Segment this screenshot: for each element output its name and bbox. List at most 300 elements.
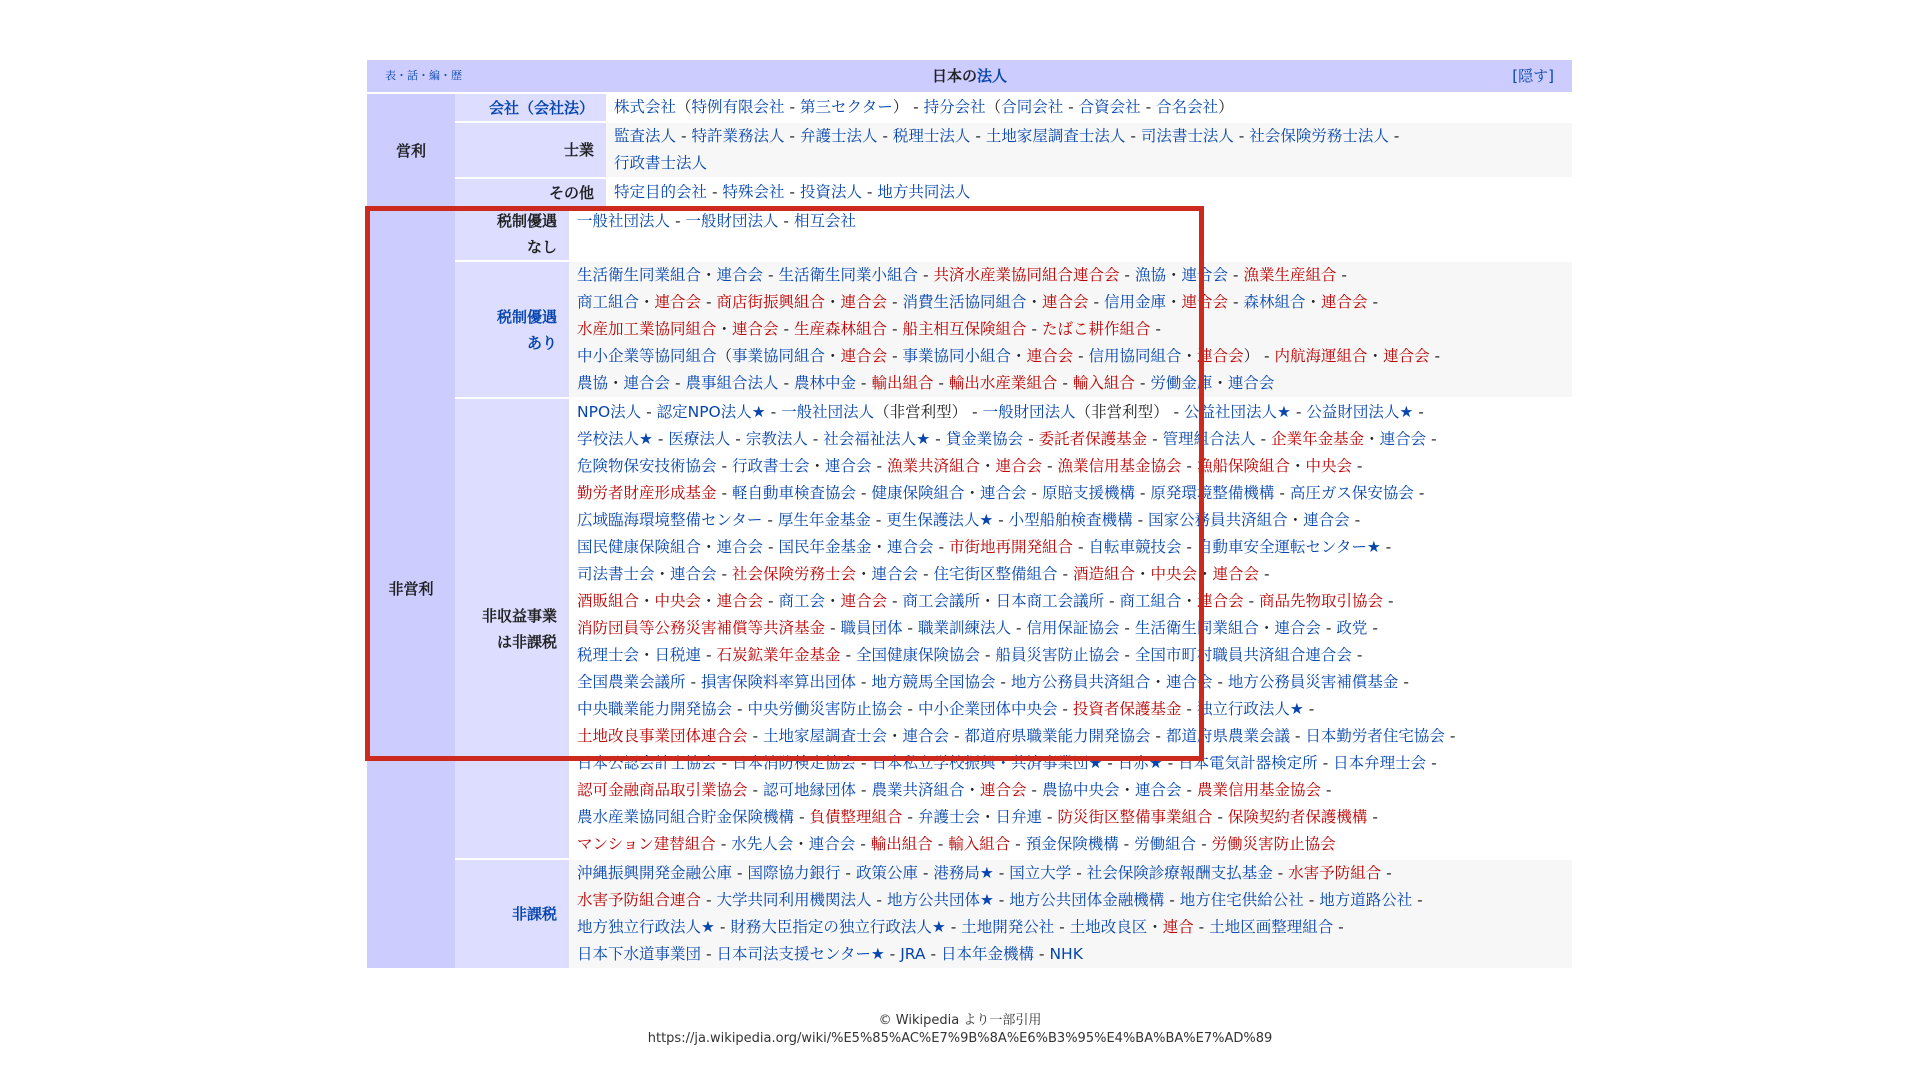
- separator: -: [1118, 835, 1135, 853]
- entity-link[interactable]: 連合会: [1181, 266, 1228, 284]
- separator: -: [784, 98, 800, 116]
- entity-link[interactable]: 連合会: [902, 727, 950, 745]
- entity-link[interactable]: 全国市町村職員共済組合連合会: [1134, 646, 1352, 664]
- separator: -: [1042, 457, 1058, 475]
- entity-link[interactable]: 輸入組合: [1072, 374, 1135, 392]
- entity-link[interactable]: 小型船舶検査機構: [1008, 511, 1133, 529]
- entity-link[interactable]: 農業信用基金協会: [1196, 781, 1321, 799]
- entity-link[interactable]: 日本商工会議所: [995, 592, 1105, 610]
- separator: -: [747, 727, 763, 745]
- entity-link[interactable]: 日本公認会計士協会: [577, 754, 717, 772]
- separator: -: [1026, 484, 1042, 502]
- separator: ・: [964, 781, 980, 799]
- entity-link[interactable]: 農協中央会: [1041, 781, 1120, 799]
- entity-link[interactable]: 地方公共団体金融機構: [1009, 891, 1165, 909]
- entity-link[interactable]: 第三セクター: [800, 98, 893, 116]
- entity-link[interactable]: 宗教法人: [745, 430, 808, 448]
- separator: -: [870, 511, 887, 529]
- entity-link[interactable]: 社会福祉法人★: [823, 430, 931, 448]
- entity-link[interactable]: 水先人会: [731, 835, 794, 853]
- separator: -: [1010, 835, 1026, 853]
- entity-link[interactable]: 司法書士法人: [1140, 127, 1234, 145]
- entity-link[interactable]: 公益財団法人★: [1306, 403, 1414, 421]
- entity-link[interactable]: 連合会: [670, 565, 717, 583]
- entity-link[interactable]: 企業年金基金: [1271, 430, 1365, 448]
- separator: -: [784, 127, 800, 145]
- entity-link[interactable]: 生活衛生同業組合: [577, 266, 702, 284]
- separator: ・: [809, 457, 825, 475]
- entity-link[interactable]: 全国農業会議所: [577, 673, 686, 691]
- entity-link[interactable]: 連合会: [1181, 293, 1229, 311]
- entity-link[interactable]: 市街地再開発組合: [949, 538, 1074, 556]
- entity-link[interactable]: 高圧ガス保安協会: [1289, 484, 1414, 502]
- entity-link[interactable]: 信用協同組合: [1088, 347, 1182, 365]
- separator: -: [807, 430, 824, 448]
- entity-link[interactable]: 連合会: [979, 781, 1027, 799]
- entity-link[interactable]: 日赤★: [1117, 754, 1163, 772]
- entity-link[interactable]: 連合会: [1227, 374, 1275, 392]
- separator: -: [715, 835, 732, 853]
- entity-link[interactable]: 日本私立学校振興・共済事業団★: [871, 754, 1103, 772]
- separator: -: [855, 781, 872, 799]
- separator: -: [884, 945, 901, 963]
- entity-link[interactable]: 学校法人★: [577, 430, 653, 448]
- separator: -: [1181, 700, 1197, 718]
- separator: ・: [1197, 565, 1213, 583]
- separator: -: [716, 484, 732, 502]
- entity-link[interactable]: 信用保証協会: [1026, 619, 1120, 637]
- entity-link[interactable]: 行政書士会: [731, 457, 810, 475]
- entity-link[interactable]: 認定NPO法人★: [656, 403, 766, 421]
- navbox-title: [932, 67, 1007, 85]
- entity-link[interactable]: 中央会: [654, 592, 702, 610]
- separator: -: [855, 673, 872, 691]
- entity-link[interactable]: 漁船保険組合: [1196, 457, 1290, 475]
- entity-link[interactable]: 日本電気計器検定所: [1178, 754, 1318, 772]
- entity-link[interactable]: 自転車競技会: [1088, 538, 1182, 556]
- entity-link[interactable]: 水害予防組合連合: [577, 891, 702, 909]
- entity-link[interactable]: 特例有限会社: [691, 98, 785, 116]
- entity-link[interactable]: 日本司法支援センター★: [716, 945, 885, 963]
- entity-link[interactable]: マンション建替組合: [577, 835, 716, 853]
- entity-link[interactable]: NPO法人: [577, 403, 642, 421]
- separator: -: [784, 183, 800, 201]
- separator: -: [1010, 619, 1027, 637]
- separator: ・: [701, 266, 717, 284]
- entity-link[interactable]: 連合会: [1274, 619, 1321, 637]
- separator: -: [1132, 511, 1149, 529]
- separator: -: [1071, 864, 1087, 882]
- vde-link[interactable]: 表・話・編・歴: [385, 69, 462, 82]
- entity-link[interactable]: 国民年金基金: [778, 538, 872, 556]
- entity-link[interactable]: たばこ耕作組合: [1041, 320, 1151, 338]
- entity-link[interactable]: 生活衛生同業小組合: [778, 266, 919, 284]
- separator: ・: [1364, 430, 1380, 448]
- title-link[interactable]: 法人: [977, 67, 1008, 85]
- entity-link[interactable]: 連合会: [1134, 781, 1182, 799]
- entity-link[interactable]: 消費生活協同組合: [902, 293, 1027, 311]
- separator: ・: [1367, 347, 1384, 365]
- separator: -: [1119, 646, 1135, 664]
- entity-link[interactable]: 地方公共団体★: [886, 891, 994, 909]
- separator: -: [1351, 646, 1363, 664]
- entity-link[interactable]: 認可地縁団体: [762, 781, 856, 799]
- separator: （: [676, 98, 692, 116]
- entity-link[interactable]: 独立行政法人★: [1196, 700, 1304, 718]
- entity-link[interactable]: 原賠支援機構: [1041, 484, 1135, 502]
- entity-link[interactable]: 農協: [577, 374, 609, 392]
- entity-link[interactable]: 管理組合法人: [1162, 430, 1256, 448]
- separator: -: [1164, 891, 1180, 909]
- separator: ・: [639, 592, 655, 610]
- entity-link[interactable]: 特定目的会社: [614, 183, 708, 201]
- subgroup-label[interactable]: 税制優遇 あり: [455, 262, 569, 397]
- separator: -: [778, 374, 794, 392]
- entity-link[interactable]: 厚生年金基金: [777, 511, 871, 529]
- entity-link[interactable]: 日本年金機構: [940, 945, 1034, 963]
- separator: -: [794, 808, 810, 826]
- separator: -: [778, 212, 794, 230]
- entity-link[interactable]: 連合会: [840, 592, 888, 610]
- separator: ・: [639, 293, 655, 311]
- entity-link[interactable]: JRA: [900, 945, 926, 963]
- hide-link[interactable]: [隠す]: [1512, 67, 1554, 85]
- entity-link[interactable]: 連合会: [825, 457, 872, 475]
- entity-link[interactable]: 漁業共済組合: [886, 457, 980, 475]
- entity-link[interactable]: 地方道路公社: [1319, 891, 1413, 909]
- entity-link[interactable]: 地方公務員災害補償基金: [1227, 673, 1399, 691]
- separator: ・: [1305, 293, 1322, 311]
- separator: -: [1349, 511, 1361, 529]
- entity-link[interactable]: 酒造組合: [1072, 565, 1135, 583]
- entity-link[interactable]: 農業共済組合: [871, 781, 965, 799]
- separator: ・: [825, 293, 841, 311]
- entity-link[interactable]: 弁護士会: [917, 808, 980, 826]
- entity-link[interactable]: 健康保険組合: [871, 484, 965, 502]
- entity-link[interactable]: 中央職業能力開発協会: [577, 700, 733, 718]
- separator: -: [652, 430, 669, 448]
- entity-link[interactable]: 一般社団法人: [781, 403, 875, 421]
- entity-link[interactable]: 労働組合: [1134, 835, 1197, 853]
- separator: -: [701, 646, 717, 664]
- entity-link[interactable]: 勤労者財産形成基金: [577, 484, 717, 502]
- navbox-row: [455, 94, 1572, 121]
- entity-link[interactable]: 持分会社: [923, 98, 986, 116]
- entity-link[interactable]: 司法書士会: [577, 565, 655, 583]
- separator: -: [1367, 619, 1378, 637]
- subgroup-label[interactable]: 非課税: [455, 860, 569, 968]
- separator: -: [1255, 430, 1272, 448]
- separator: -: [732, 864, 748, 882]
- entity-link[interactable]: 大学共同利用機関法人: [716, 891, 872, 909]
- entity-link[interactable]: 国際協力銀行: [747, 864, 841, 882]
- entity-link[interactable]: 漁協: [1134, 266, 1166, 284]
- entity-link[interactable]: 連合会: [1212, 565, 1260, 583]
- separator: -: [1140, 98, 1157, 116]
- entity-link[interactable]: 連合会: [716, 592, 764, 610]
- entity-link[interactable]: 商工会: [778, 592, 826, 610]
- entity-link[interactable]: 税理士会: [577, 646, 640, 664]
- entity-link[interactable]: 土地改良事業団体連合会: [577, 727, 748, 745]
- entity-link[interactable]: 地方公務員共済組合: [1010, 673, 1151, 691]
- entity-link[interactable]: 連合会: [871, 565, 919, 583]
- entity-link[interactable]: 連合会: [979, 484, 1027, 502]
- entity-link[interactable]: 都道府県職業能力開発協会: [964, 727, 1151, 745]
- entity-link[interactable]: 中小企業等協同組合: [577, 347, 717, 365]
- entity-link[interactable]: 日税連: [654, 646, 702, 664]
- entity-link[interactable]: 農事組合法人: [685, 374, 779, 392]
- separator: -: [1274, 484, 1290, 502]
- entity-link[interactable]: 広域臨海環境整備センター: [577, 511, 763, 529]
- entity-link[interactable]: 地方競馬全国協会: [871, 673, 996, 691]
- entity-link[interactable]: 連合会: [1321, 293, 1368, 311]
- entity-link[interactable]: 土地家屋調査士会: [762, 727, 887, 745]
- entity-link[interactable]: 日本下水道事業団: [577, 945, 702, 963]
- separator: -: [670, 374, 686, 392]
- separator: -: [1041, 808, 1058, 826]
- entity-link[interactable]: 連合会: [1197, 592, 1244, 610]
- separator: -: [1193, 918, 1210, 936]
- separator: -: [1147, 430, 1163, 448]
- entity-link[interactable]: 財務大臣指定の独立行政法人★: [730, 918, 946, 936]
- separator: -: [1073, 347, 1089, 365]
- entity-link[interactable]: NHK: [1049, 945, 1083, 963]
- entity-link[interactable]: 森林組合: [1243, 293, 1306, 311]
- entity-link[interactable]: 土地家屋調査士法人: [985, 127, 1126, 145]
- entity-link[interactable]: 中小企業団体中央会: [917, 700, 1058, 718]
- entity-link[interactable]: 相互会社: [793, 212, 856, 230]
- entity-link[interactable]: 職員団体: [840, 619, 903, 637]
- entity-link[interactable]: 連合会: [654, 293, 702, 311]
- entity-link[interactable]: 自動車安全運転センター★: [1196, 538, 1381, 556]
- entity-link[interactable]: 連合会: [1383, 347, 1430, 365]
- entity-link[interactable]: 認可金融商品取引業協会: [577, 781, 748, 799]
- entity-link[interactable]: 貸金業協会: [945, 430, 1024, 448]
- entity-link[interactable]: 合同会社: [1001, 98, 1064, 116]
- separator: ・: [701, 538, 717, 556]
- entity-link[interactable]: 輸出水産業組合: [948, 374, 1058, 392]
- entity-link[interactable]: 負債整理組合: [809, 808, 903, 826]
- entity-link[interactable]: 中央会: [1305, 457, 1352, 475]
- separator: -: [1317, 754, 1334, 772]
- separator: -: [932, 835, 949, 853]
- entity-link[interactable]: 投資者保護基金: [1072, 700, 1182, 718]
- view-discuss-edit-history-links[interactable]: [385, 60, 462, 92]
- entity-link[interactable]: 都道府県農業会議: [1165, 727, 1290, 745]
- entity-link[interactable]: 沖縄振興開発金融公庫: [577, 864, 733, 882]
- entity-link[interactable]: 委託者保護基金: [1038, 430, 1148, 448]
- separator: ・: [716, 320, 733, 338]
- entity-link[interactable]: 農林中金: [793, 374, 856, 392]
- hide-toggle[interactable]: [1512, 60, 1554, 92]
- entity-link[interactable]: 生活衛生同業組合: [1134, 619, 1259, 637]
- entity-link[interactable]: 社会保険診療報酬支払基金: [1086, 864, 1273, 882]
- entity-link[interactable]: 社会保険労務士会: [732, 565, 857, 583]
- separator: -: [1290, 403, 1307, 421]
- navbox-list: [606, 179, 1572, 206]
- entity-link[interactable]: 輸入組合: [948, 835, 1011, 853]
- separator: ・: [1165, 266, 1182, 284]
- entity-link[interactable]: 軽自動車検査協会: [731, 484, 856, 502]
- entity-link[interactable]: 中央労働災害防止協会: [747, 700, 903, 718]
- navbox-row: [455, 177, 1572, 206]
- entity-link[interactable]: 輸出組合: [870, 835, 933, 853]
- separator: -: [887, 592, 903, 610]
- entity-link[interactable]: 一般財団法人: [685, 212, 779, 230]
- entity-link[interactable]: 一般社団法人: [577, 212, 671, 230]
- entity-link[interactable]: 水産加工業協同組合: [577, 320, 717, 338]
- entity-link[interactable]: 内航海運組合: [1274, 347, 1368, 365]
- separator: -: [825, 619, 841, 637]
- entity-link[interactable]: 連合会: [1379, 430, 1427, 448]
- entity-link[interactable]: 商店街振興組合: [716, 293, 826, 311]
- entity-link[interactable]: 全国健康保険協会: [855, 646, 980, 664]
- entity-link[interactable]: 医療法人: [668, 430, 731, 448]
- entity-link[interactable]: 預金保険機構: [1025, 835, 1119, 853]
- separator: -: [979, 646, 996, 664]
- entity-link[interactable]: 連合会: [840, 293, 888, 311]
- separator: -: [871, 457, 887, 475]
- entity-link[interactable]: 連合会: [1026, 347, 1074, 365]
- entity-link[interactable]: 原発環境整備機構: [1150, 484, 1275, 502]
- entity-link[interactable]: 日弁連: [995, 808, 1042, 826]
- entity-link[interactable]: 保険契約者保護機構: [1227, 808, 1368, 826]
- entity-link[interactable]: 地方住宅供給公社: [1179, 891, 1304, 909]
- entity-link[interactable]: 船主相互保険組合: [902, 320, 1027, 338]
- separator: -: [902, 619, 918, 637]
- entity-link[interactable]: 合名会社: [1156, 98, 1219, 116]
- group-label: 営利: [367, 94, 455, 206]
- entity-link[interactable]: 合資会社: [1078, 98, 1141, 116]
- entity-link[interactable]: 労働災害防止協会: [1211, 835, 1336, 853]
- separator: -: [1228, 293, 1244, 311]
- entity-link[interactable]: 日本勤労者住宅協会: [1305, 727, 1445, 745]
- separator: -: [1259, 565, 1270, 583]
- separator: -: [1026, 781, 1042, 799]
- subgroup-label[interactable]: 会社（会社法）: [455, 94, 606, 121]
- entity-link[interactable]: 連合会: [623, 374, 671, 392]
- entity-link[interactable]: 国家公務員共済組合: [1148, 511, 1288, 529]
- entity-link[interactable]: 危険物保安技術協会: [577, 457, 717, 475]
- entity-link[interactable]: 労働金庫: [1150, 374, 1213, 392]
- entity-link[interactable]: 防災街区整備事業組合: [1057, 808, 1213, 826]
- entity-link[interactable]: 日本消防検定協会: [731, 754, 856, 772]
- separator: -: [933, 538, 949, 556]
- entity-link[interactable]: 特殊会社: [722, 183, 785, 201]
- entity-link[interactable]: 地方独立行政法人★: [577, 918, 715, 936]
- separator: ・: [1181, 592, 1198, 610]
- subgroup-label: その他: [455, 179, 606, 206]
- entity-link[interactable]: 連合会: [1042, 293, 1089, 311]
- entity-link[interactable]: 連合会: [1197, 347, 1244, 365]
- entity-link[interactable]: 連合会: [1303, 511, 1350, 529]
- navbox-groups: [367, 92, 1572, 968]
- entity-link[interactable]: 株式会社: [614, 98, 677, 116]
- entity-link[interactable]: 商工会議所: [902, 592, 981, 610]
- entity-link[interactable]: 船員災害防止協会: [995, 646, 1120, 664]
- entity-link[interactable]: 連合会: [716, 266, 764, 284]
- entity-link[interactable]: 損害保険料率算出団体: [700, 673, 856, 691]
- entity-link[interactable]: 特許業務法人: [691, 127, 785, 145]
- entity-link[interactable]: 連合会: [1165, 673, 1213, 691]
- separator: -: [1134, 484, 1151, 502]
- entity-link[interactable]: 職業訓練法人: [917, 619, 1011, 637]
- entity-link[interactable]: 政策公庫: [855, 864, 918, 882]
- entity-link[interactable]: 社会保険労務士法人: [1249, 127, 1389, 145]
- entity-link[interactable]: 農水産業協同組合貯金保険機構: [577, 808, 795, 826]
- entity-link[interactable]: 漁業生産組合: [1243, 266, 1337, 284]
- entity-link[interactable]: 連合会: [716, 538, 764, 556]
- entity-link[interactable]: 更生保護法人★: [886, 511, 994, 529]
- entity-link[interactable]: 漁業信用基金協会: [1057, 457, 1182, 475]
- entity-link[interactable]: 一般財団法人: [982, 403, 1076, 421]
- entity-link[interactable]: 商品先物取引協会: [1259, 592, 1384, 610]
- separator: ・: [608, 374, 624, 392]
- entity-link[interactable]: 土地開発公社: [961, 918, 1055, 936]
- separator: -: [995, 673, 1011, 691]
- entity-link[interactable]: 中央会: [1150, 565, 1198, 583]
- citation-credit: © Wikipedia より一部引用: [878, 1013, 1042, 1028]
- separator: -: [1303, 891, 1320, 909]
- separator: -: [641, 403, 657, 421]
- separator: -: [701, 945, 717, 963]
- entity-link[interactable]: 商工組合: [1119, 592, 1182, 610]
- entity-link[interactable]: 行政書士法人: [614, 154, 708, 172]
- entity-link[interactable]: 信用金庫: [1104, 293, 1167, 311]
- entity-link[interactable]: 商工組合: [577, 293, 640, 311]
- entity-link[interactable]: 石炭鉱業年金基金: [716, 646, 841, 664]
- entity-link[interactable]: 投資法人: [799, 183, 862, 201]
- entity-link[interactable]: 弁護士法人: [799, 127, 878, 145]
- entity-link[interactable]: 税理士法人: [892, 127, 971, 145]
- entity-link[interactable]: 住宅街区整備組合: [933, 565, 1058, 583]
- entity-link[interactable]: 輸出組合: [871, 374, 934, 392]
- entity-link[interactable]: 公益社団法人★: [1184, 403, 1291, 421]
- separator: ・: [793, 835, 809, 853]
- navbox-list: [569, 208, 1572, 260]
- navbox-list: [569, 262, 1572, 397]
- entity-link[interactable]: 連合会: [732, 320, 779, 338]
- entity-link[interactable]: 連合会: [887, 538, 934, 556]
- entity-link[interactable]: 土地改良区: [1069, 918, 1148, 936]
- separator: ・: [980, 592, 996, 610]
- entity-link[interactable]: 消防団員等公務災害補償等共済基金: [577, 619, 826, 637]
- entity-link[interactable]: 監査法人: [614, 127, 677, 145]
- entity-link[interactable]: 連合: [1162, 918, 1194, 936]
- entity-link[interactable]: 連合会: [808, 835, 856, 853]
- entity-link[interactable]: 事業協同組合: [732, 347, 826, 365]
- entity-link[interactable]: 生産森林組合: [794, 320, 888, 338]
- separator: ・: [1212, 374, 1228, 392]
- entity-link[interactable]: 国民健康保険組合: [577, 538, 702, 556]
- subgroup-label: 税制優遇 なし: [455, 208, 569, 260]
- entity-link[interactable]: 政党: [1336, 619, 1368, 637]
- entity-link[interactable]: 地方共同法人: [877, 183, 971, 201]
- entity-link[interactable]: 連合会: [995, 457, 1043, 475]
- entity-link[interactable]: 土地区画整理組合: [1209, 918, 1334, 936]
- separator: （: [716, 347, 733, 365]
- entity-link[interactable]: 酒販組合: [577, 592, 640, 610]
- separator: -: [970, 127, 986, 145]
- entity-link[interactable]: 港務局★: [933, 864, 994, 882]
- entity-link[interactable]: 国立大学: [1009, 864, 1072, 882]
- subgroup-label: 士業: [455, 123, 606, 177]
- entity-link[interactable]: 連合会: [840, 347, 888, 365]
- entity-link[interactable]: 水害予防組合: [1288, 864, 1382, 882]
- entity-link[interactable]: 日本弁理士会: [1333, 754, 1427, 772]
- entity-link[interactable]: 共済水産業協同組合連合会: [933, 266, 1120, 284]
- entity-link[interactable]: 事業協同小組合: [902, 347, 1012, 365]
